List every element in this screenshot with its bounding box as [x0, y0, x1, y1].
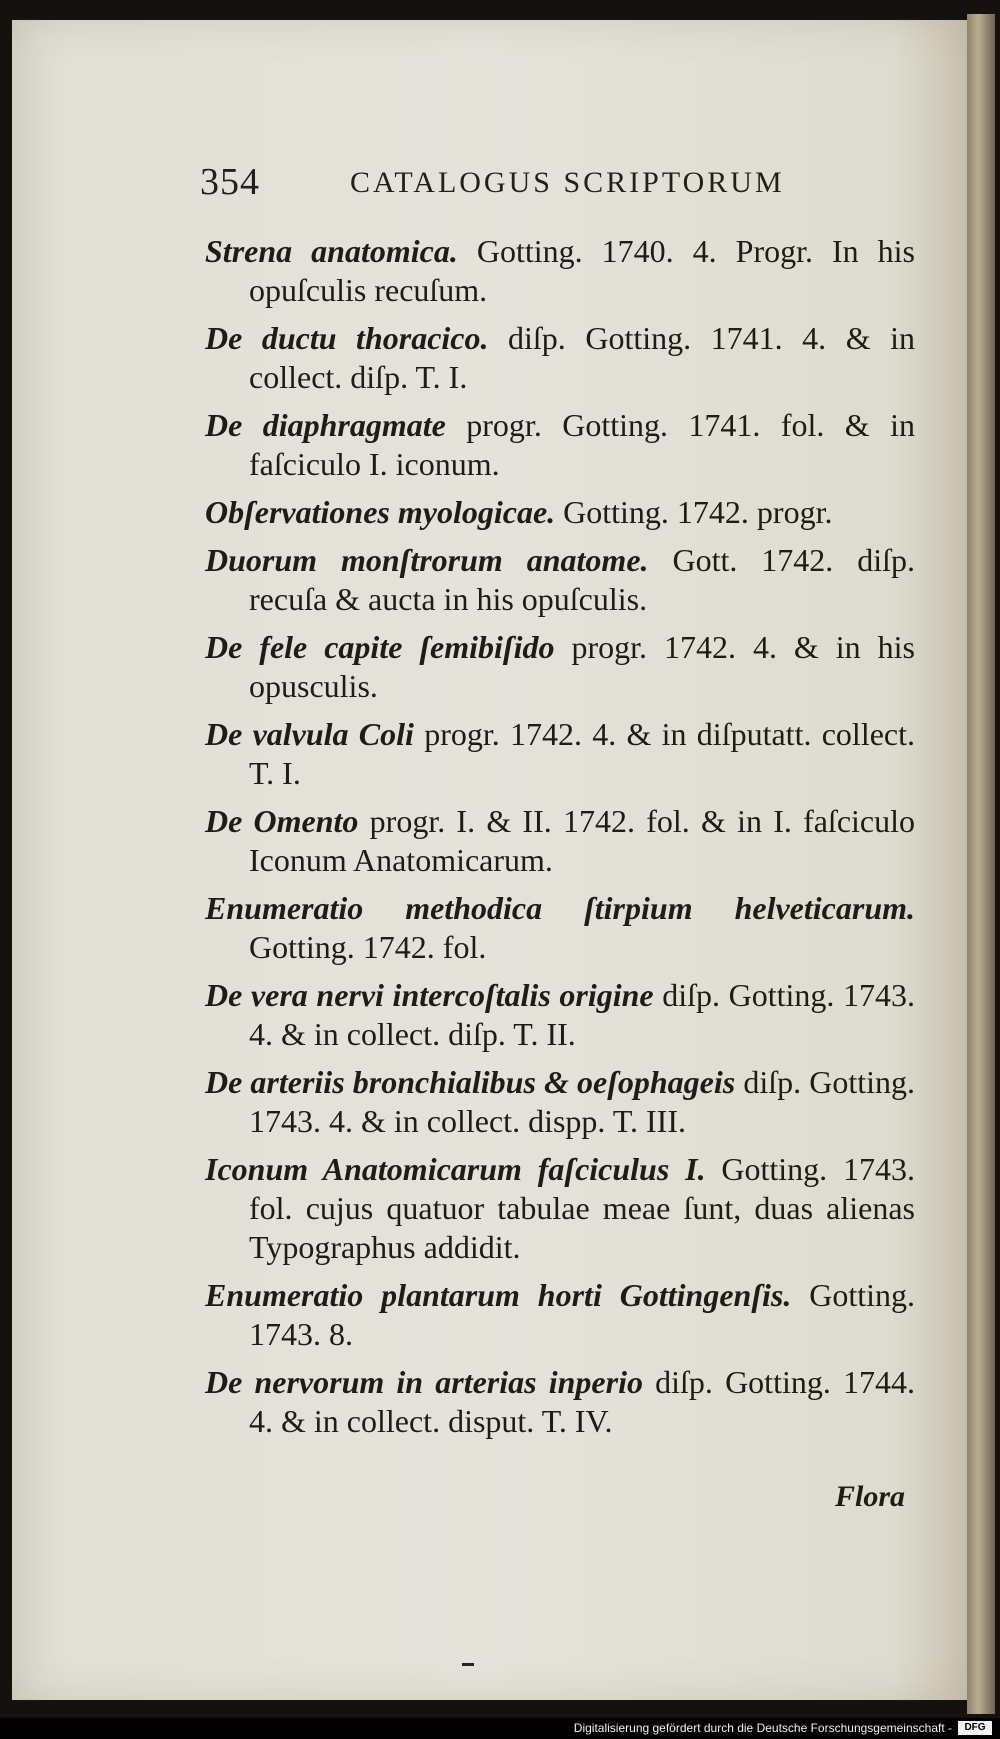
- bibliography-entry: [205, 1363, 915, 1441]
- entry-details: Gotting. 1740. 4. Progr. In his opuſculis recuſum.: [249, 233, 916, 308]
- page-mark: [462, 1663, 474, 1666]
- bibliography-entry: [205, 889, 915, 967]
- entry-title: Enumeratio plantarum horti Gottingenſis.: [205, 1277, 792, 1313]
- entry-details: Gotting. 1742. progr.: [555, 494, 833, 530]
- entry-title: Duorum monſtrorum anatome.: [205, 542, 649, 578]
- bibliography-entry: [205, 715, 915, 793]
- dfg-logo-icon: DFG: [958, 1721, 992, 1735]
- entry-details: diſp. Gotting. 1744. 4. & in collect. disput. T. IV.: [249, 1364, 916, 1439]
- entry-title: De nervorum in arterias inperio: [205, 1364, 643, 1400]
- entry-details: Gotting. 1742. fol.: [249, 929, 487, 965]
- entry-details: Gotting. 1743. fol. cujus quatuor tabulae meae ſunt, duas alienas Typographus addidit.: [249, 1151, 916, 1265]
- digitization-footer: [0, 1718, 1000, 1739]
- entry-details: diſp. Gotting. 1743. 4. & in collect. diſp. T. II.: [249, 977, 915, 1052]
- page-number: 354: [200, 161, 260, 203]
- entry-title: De valvula Coli: [205, 716, 414, 752]
- bibliography-entry: [205, 802, 915, 880]
- entry-title: De Omento: [205, 803, 359, 839]
- entry-details: progr. 1742. 4. & in diſputatt. collect. T. I.: [249, 716, 916, 791]
- entry-title: De diaphragmate: [205, 407, 446, 443]
- entry-title: Strena anatomica.: [205, 233, 458, 269]
- entry-details: diſp. Gotting. 1741. 4. & in collect. diſp. T. I.: [249, 320, 916, 395]
- bibliography-list: [205, 232, 915, 1450]
- bibliography-entry: [205, 319, 915, 397]
- bibliography-entry: [205, 406, 915, 484]
- entry-title: Iconum Anatomicarum faſciculus I.: [205, 1151, 706, 1187]
- entry-title: De vera nervi intercoſtalis origine: [205, 977, 654, 1013]
- page-header: [200, 160, 900, 210]
- entry-details: Gotting. 1743. 8.: [249, 1277, 915, 1352]
- bibliography-entry: [205, 976, 915, 1054]
- entry-details: Gott. 1742. diſp. recuſa & aucta in his opuſculis.: [249, 542, 916, 617]
- bibliography-entry: [205, 1276, 915, 1354]
- bibliography-entry: [205, 1150, 915, 1267]
- footer-credit: Digitalisierung gefördert durch die Deutsche Forschungsgemeinschaft -: [573, 1721, 952, 1735]
- entry-details: progr. I. & II. 1742. fol. & in I. faſciculo Iconum Anatomicarum.: [249, 803, 916, 878]
- bibliography-entry: [205, 232, 915, 310]
- bibliography-entry: [205, 628, 915, 706]
- bibliography-entry: [205, 493, 915, 532]
- entry-title: De fele capite ſemibiſido: [205, 629, 555, 665]
- page-edge: [967, 14, 995, 1714]
- entry-details: progr. Gotting. 1741. fol. & in faſciculo I. iconum.: [249, 407, 916, 482]
- bibliography-entry: [205, 1063, 915, 1141]
- running-head: CATALOGUS SCRIPTORUM: [350, 166, 785, 199]
- entry-title: Obſervationes myologicae.: [205, 494, 556, 530]
- entry-title: De arteriis bronchialibus & oeſophageis: [205, 1064, 736, 1100]
- entry-title: Enumeratio methodica ſtirpium helveticarum.: [205, 890, 915, 926]
- bibliography-entry: [205, 541, 915, 619]
- entry-title: De ductu thoracico.: [205, 320, 489, 356]
- entry-details: progr. 1742. 4. & in his opusculis.: [249, 629, 916, 704]
- entry-details: diſp. Gotting. 1743. 4. & in collect. dispp. T. III.: [249, 1064, 916, 1139]
- catchword: Flora: [834, 1480, 905, 1513]
